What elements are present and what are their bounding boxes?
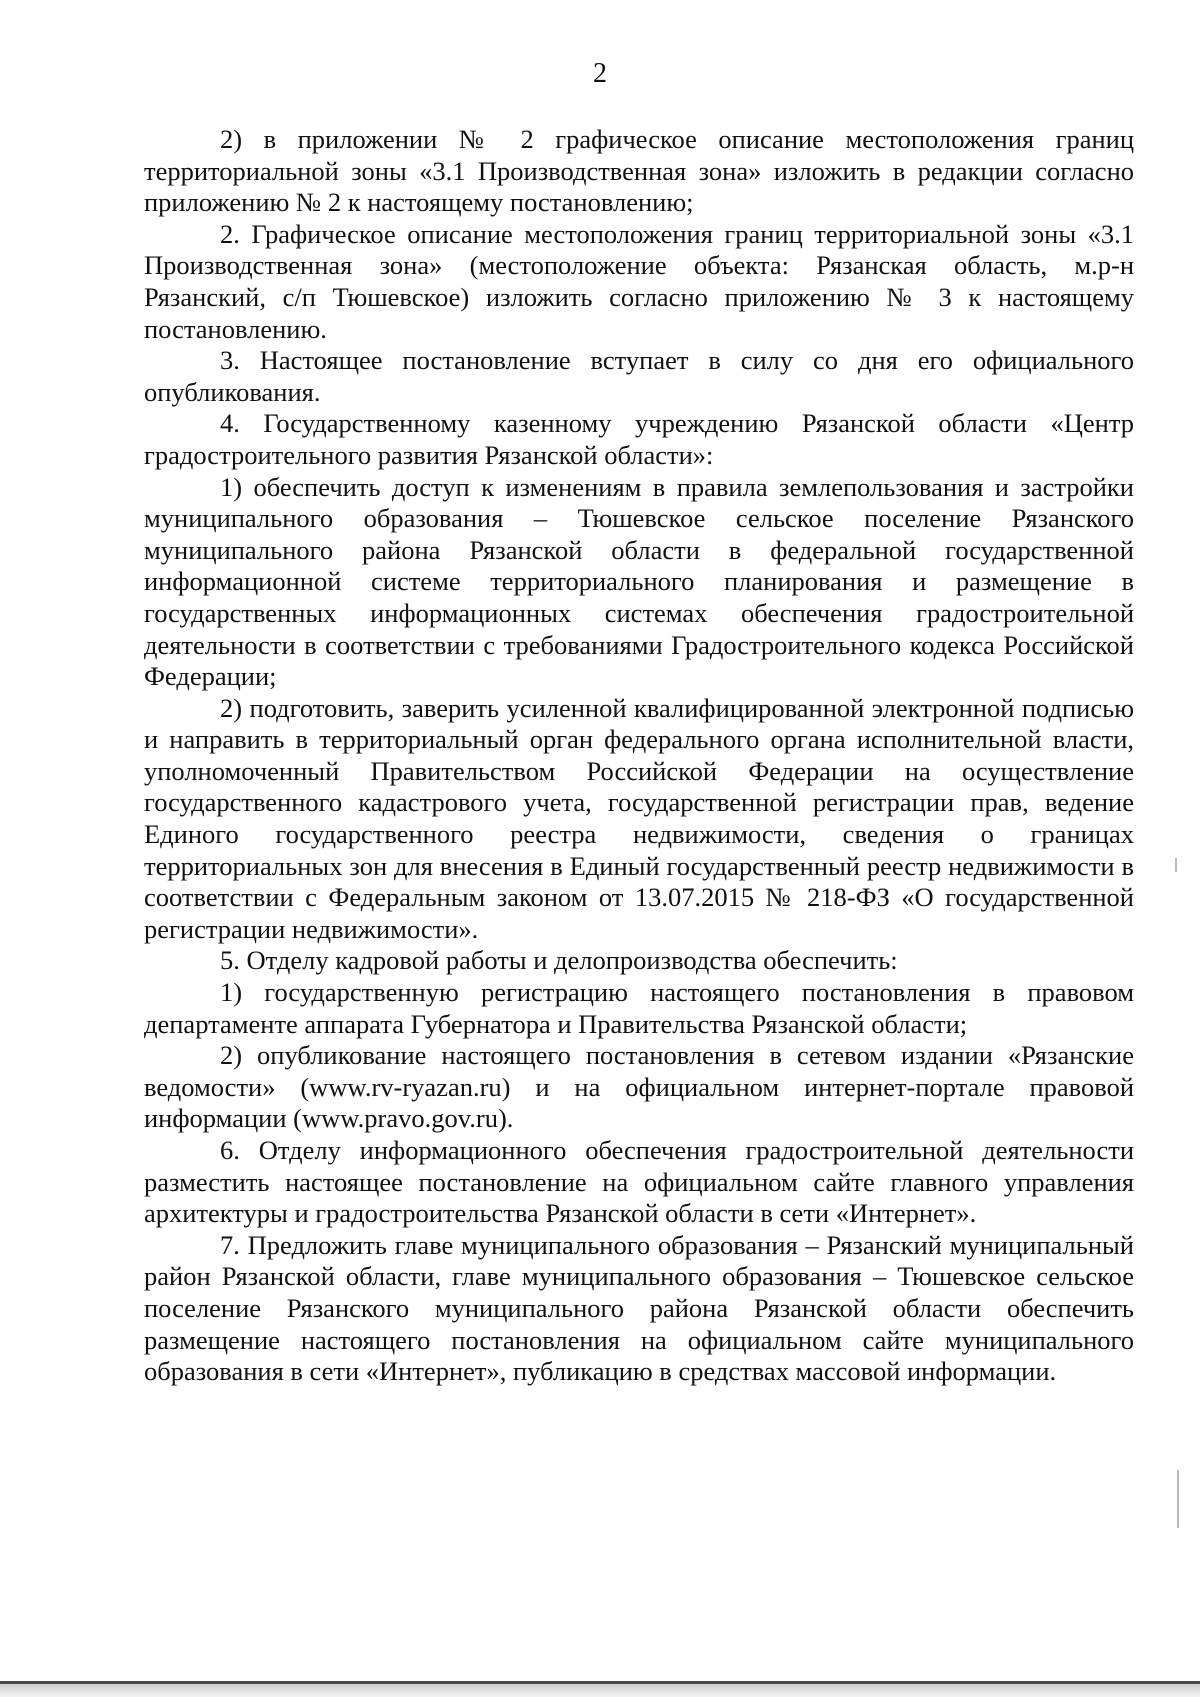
paragraph-5-item-2-publication: 2) опубликование настоящего постановления в сетевом издании «Рязанские ведомости» (www.rv-ryazan.ru) и на официальном интернет-портале правовой информации (www.pravo.gov.ru). (144, 1040, 1134, 1134)
scan-edge-mark (1175, 858, 1177, 872)
paragraph-6-information-department: 6. Отделу информационного обеспечения градостроительной деятельности разместить настоящее постановление на официальном сайте главного управления архитектуры и градостроительства Рязанской области в сети «Интернет». (144, 1135, 1134, 1229)
paragraph-item-2-appendix-2: 2) в приложении № 2 графическое описание местоположения границ территориальной зоны «3.1 Производственная зона» изложить в редакции согласно приложению № 2 к настоящему постановлению; (144, 124, 1134, 218)
paragraph-5-item-1-registration: 1) государственную регистрацию настоящего постановления в правовом департаменте аппарата Губернатора и Правительства Рязанской области; (144, 977, 1134, 1039)
scan-edge-mark (1177, 1470, 1179, 1528)
paragraph-7-municipal-publication: 7. Предложить главе муниципального образования – Рязанский муниципальный район Рязанской области, главе муниципального образования – Тюшевское сельское поселение Рязанского муниципального района Рязанской области обеспечить размещение настоящего постановления на официальном сайте муниципального образования в сети «Интернет», публикацию в средствах массовой информации. (144, 1229, 1134, 1387)
page-number: 2 (593, 58, 607, 89)
page-bottom-shadow (0, 1684, 1200, 1697)
paragraph-4-item-1-access: 1) обеспечить доступ к изменениям в правила землепользования и застройки муниципального образования – Тюшевское сельское поселение Рязанского муниципального района Рязанской области в федеральной государственной информационной системе территориального планирования и размещение в государственных информационных системах обеспечения градостроительной деятельности в соответствии с требованиями Градостроительного кодекса Российской Федерации; (144, 471, 1134, 692)
document-body (144, 124, 1134, 1388)
paragraph-2-graphic-description: 2. Графическое описание местоположения границ территориальной зоны «3.1 Производственная зона» (местоположение объекта: Рязанская область, м.р-н Рязанский, с/п Тюшевское) изложить согласно приложению № 3 к настоящему постановлению. (144, 218, 1134, 344)
paragraph-4-item-2-registry: 2) подготовить, заверить усиленной квалифицированной электронной подписью и направить в территориальный орган федерального органа исполнительной власти, уполномоченный Правительством Российской Федерации на осуществление государственного кадастрового учета, государственной регистрации прав, ведение Единого государственного реестра недвижимости, сведения о границах территориальных зон для внесения в Единый государственный реестр недвижимости в соответствии с Федеральным законом от 13.07.2015 № 218-ФЗ «О государственной регистрации недвижимости». (144, 692, 1134, 944)
paragraph-5-records-department: 5. Отделу кадровой работы и делопроизводства обеспечить: (220, 945, 898, 976)
paragraph-3-entry-into-force: 3. Настоящее постановление вступает в силу со дня его официального опубликования. (144, 345, 1134, 407)
paragraph-4-urban-development-center: 4. Государственному казенному учреждению Рязанской области «Центр градостроительного развития Рязанской области»: (144, 408, 1134, 470)
